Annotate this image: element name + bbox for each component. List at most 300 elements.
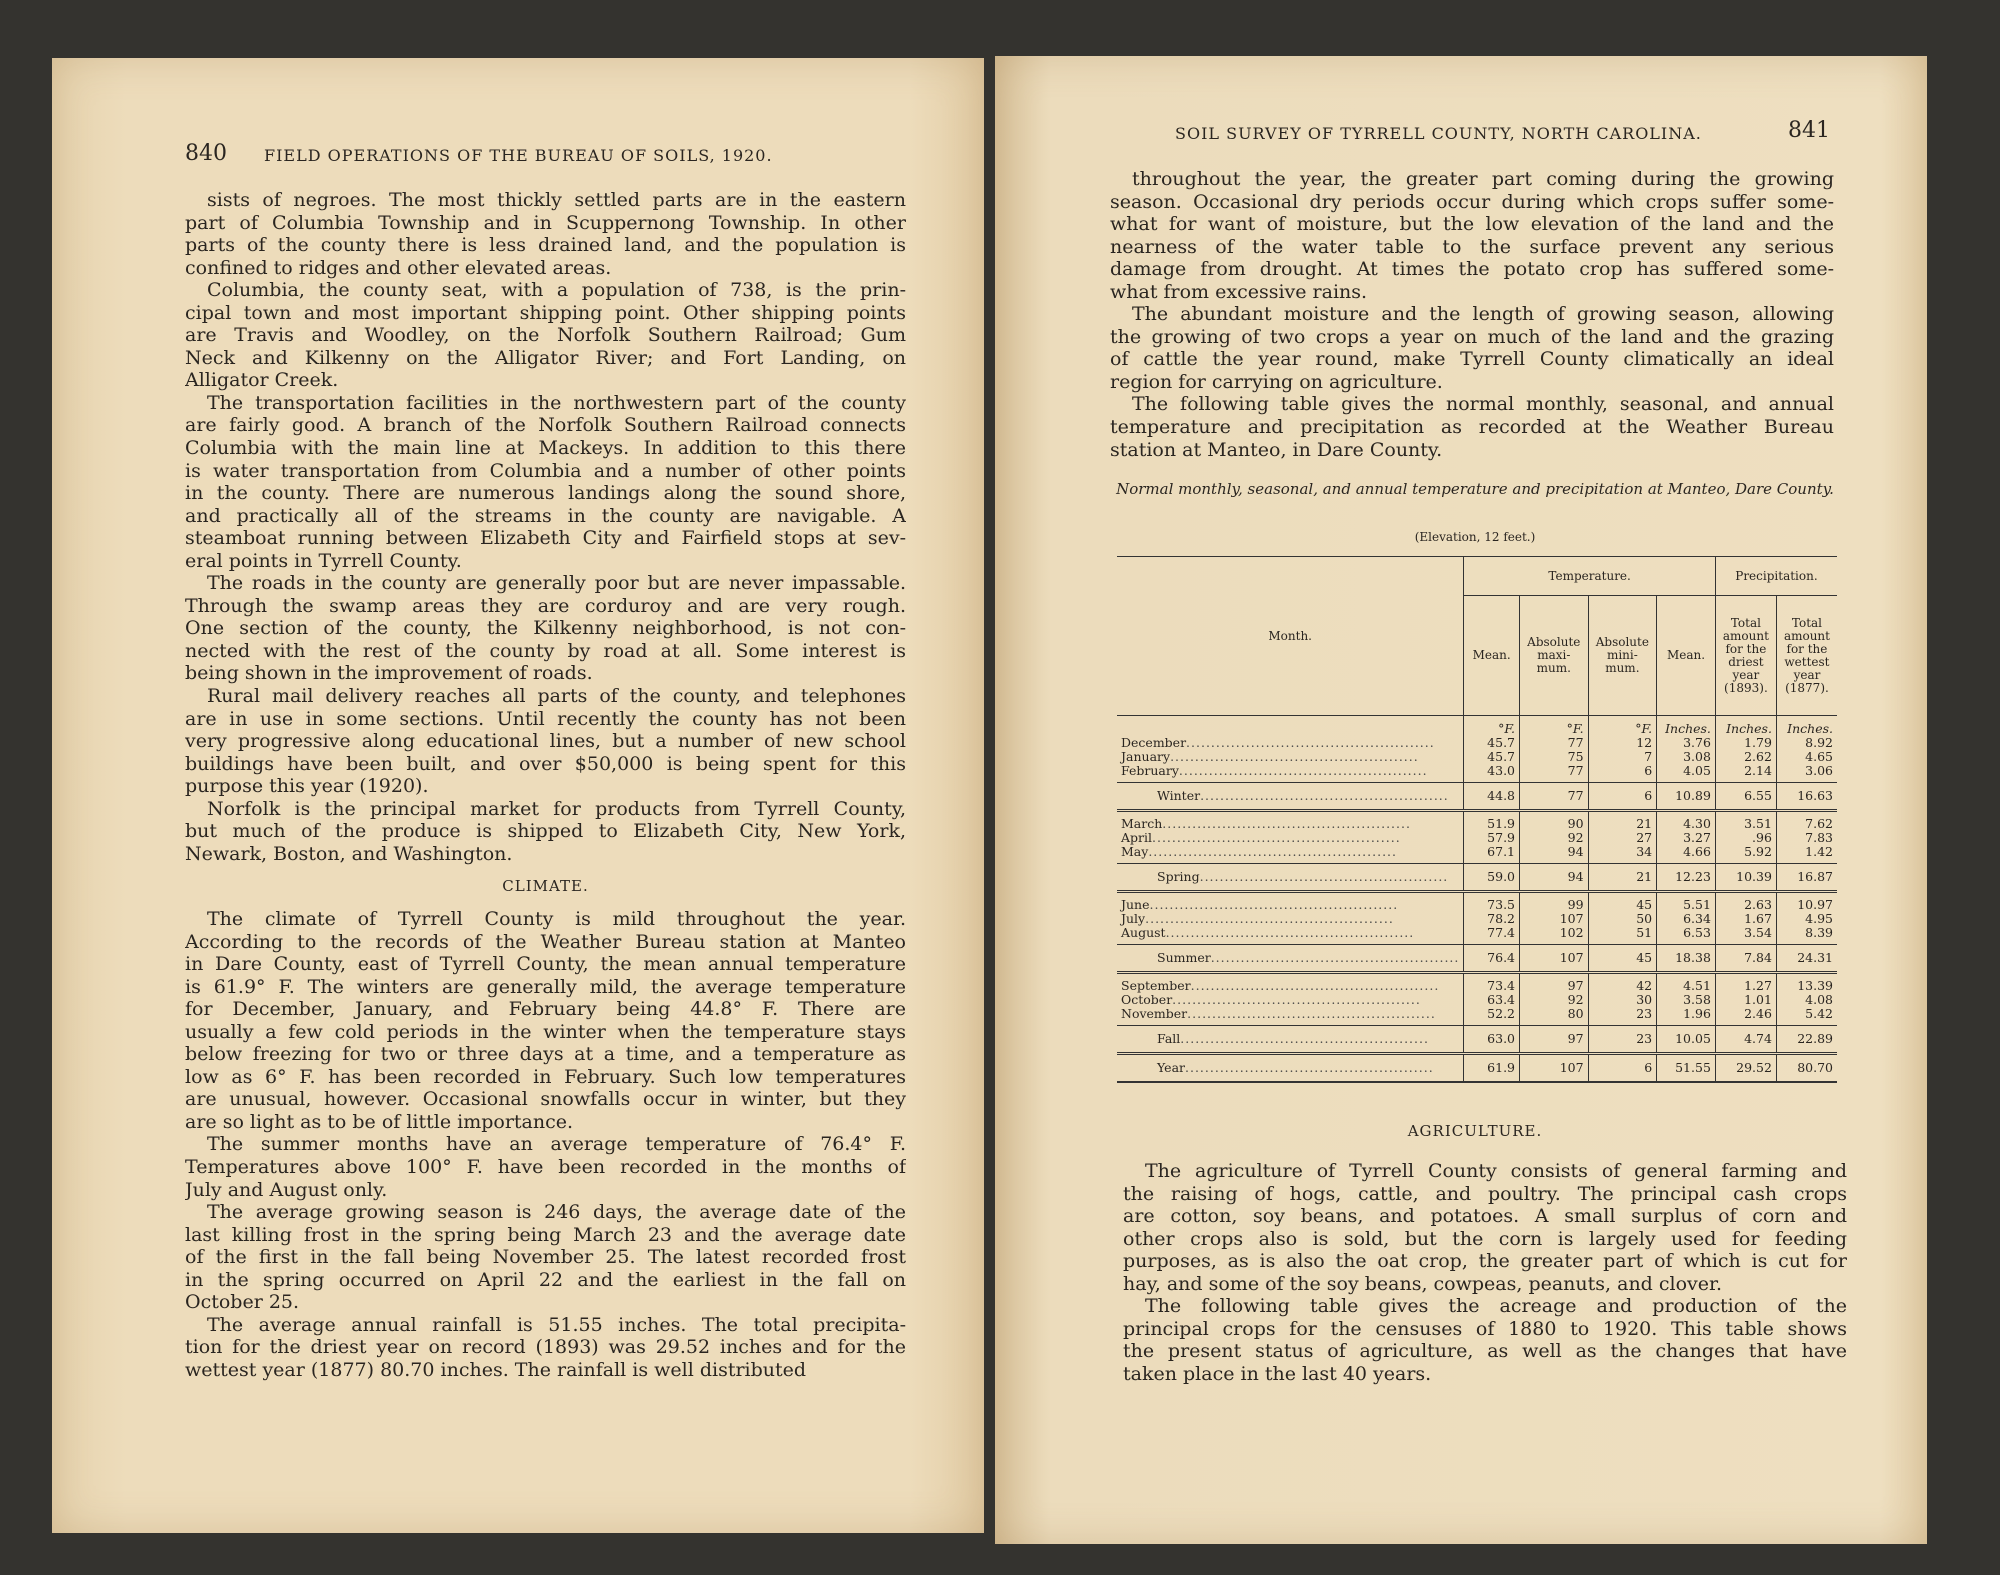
value-cell-text: 107 [1559,950,1584,965]
leader-dots: .................................................. [1180,1031,1429,1046]
value-cell-text: 2.62 [1744,749,1772,764]
table-row [1117,736,1837,750]
climate-table [1117,556,1837,1083]
text-line: parts of the county there is less drained land, and the population is [185,234,906,257]
value-cell-text: 7.62 [1805,816,1833,831]
value-cell [1657,864,1716,892]
season-label [1117,945,1464,973]
text-line: cipal town and most important shipping point. Other shipping points [185,301,906,324]
value-cell-text: 7 [1644,749,1653,764]
text-line: the present status of agriculture, as well as the changes that have [1123,1340,1847,1363]
season-label-text: Summer [1157,950,1211,965]
paragraphs-after [185,908,906,1381]
value-cell [1520,845,1589,864]
value-cell-text: 67.1 [1487,844,1516,859]
unit-label [1588,716,1657,737]
text-line: Columbia, the county seat, with a population of 738, is the prin- [207,279,906,302]
col-header-abs-min: Absolute mini- mum. [1588,596,1657,716]
year-row [1117,1054,1837,1083]
table-body [1117,716,1837,1083]
value-cell-text: 16.63 [1797,788,1833,803]
value-cell-text: 2.14 [1744,763,1772,778]
value-cell [1776,845,1837,864]
unit-label [1464,716,1520,737]
year-label [1117,1054,1464,1083]
month-label-text: May [1121,845,1149,859]
value-cell [1776,811,1837,832]
month-label-text: December [1121,736,1187,750]
text-line: the growing of two crops a year on much of the land and the grazing [1110,325,1834,348]
value-cell [1776,783,1837,811]
value-cell-text: 1.42 [1805,844,1833,859]
value-cell-text: 8.92 [1805,735,1833,750]
value-cell-text: 94 [1567,844,1584,859]
value-cell-text: 3.58 [1683,992,1711,1007]
text-line: are in use in some sections. Until recently the county has not been [185,707,906,730]
leader-dots: .................................................. [1148,845,1397,859]
season-row [1117,945,1837,973]
value-cell [1715,993,1776,1007]
text-line: of the first in the fall being November 25. The latest recorded frost [185,1246,906,1269]
value-cell [1588,993,1657,1007]
value-cell [1588,750,1657,764]
season-label [1117,783,1464,811]
value-cell-text: 90 [1567,816,1584,831]
left-page [52,58,984,1533]
paragraphs-after [1123,1160,1847,1385]
text-line: low as 6° F. has been recorded in February. Such low temperatures [185,1065,906,1088]
value-cell [1464,811,1520,832]
value-cell-text: 51.9 [1487,816,1516,831]
text-line: wettest year (1877) 80.70 inches. The rainfall is well distributed [185,1358,807,1381]
body-text [185,189,906,1381]
value-cell-text: 77 [1567,763,1584,778]
body-text-bottom [1123,1160,1847,1385]
value-cell [1657,926,1716,945]
table-row [1117,892,1837,913]
unit-label-text: Inches. [1787,721,1833,736]
text-line: very progressive along educational lines, but a number of new school [185,730,906,753]
unit-label-text: °F. [1635,721,1653,736]
value-cell-text: 16.87 [1797,869,1833,884]
season-label [1117,1026,1464,1054]
value-cell-text: 4.66 [1683,844,1711,859]
value-cell-text: 3.08 [1683,749,1711,764]
text-line: Norfolk is the principal market for products from Tyrrell County, [207,797,906,820]
text-line: The following table gives the normal monthly, seasonal, and annual [1132,393,1834,416]
value-cell-text: 51.55 [1675,1060,1711,1075]
value-cell-text: 99 [1567,897,1584,912]
value-cell [1588,811,1657,832]
value-cell [1464,764,1520,783]
value-cell [1588,973,1657,994]
value-cell [1464,1007,1520,1026]
value-cell [1520,1007,1589,1026]
text-line: are fairly good. A branch of the Norfolk Southern Railroad connects [185,414,906,437]
value-cell [1715,736,1776,750]
text-line: principal crops for the censuses of 1880 to 1920. This table shows [1123,1317,1847,1340]
month-label-text: April [1121,831,1152,845]
value-cell-text: 4.30 [1683,816,1711,831]
text-line: but much of the produce is shipped to Elizabeth City, New York, [185,820,906,843]
leader-dots: .................................................. [1172,993,1421,1007]
value-cell [1715,1007,1776,1026]
value-cell [1657,912,1716,926]
text-line: Newark, Boston, and Washington. [185,842,513,865]
value-cell-text: 94 [1567,869,1584,884]
value-cell-text: 92 [1567,992,1584,1007]
value-cell [1588,1007,1657,1026]
leader-dots: .................................................. [1178,764,1428,778]
unit-label [1776,716,1837,737]
table-row [1117,811,1837,832]
value-cell-text: 77 [1567,735,1584,750]
month-label [1117,973,1464,994]
leader-dots: .................................................. [1145,912,1394,926]
table-row [1117,1007,1837,1026]
value-cell-text: 1.67 [1744,911,1772,926]
season-label-text: Winter [1157,788,1201,803]
running-head: FIELD OPERATIONS OF THE BUREAU OF SOILS, 1920. [264,146,773,165]
value-cell [1776,973,1837,994]
text-line: The agriculture of Tyrrell County consists of general farming and [1145,1160,1847,1182]
text-line: The climate of Tyrrell County is mild throughout the year. [207,907,906,930]
month-label [1117,764,1464,783]
value-cell [1715,973,1776,994]
year-label-text: Year [1157,1060,1185,1075]
value-cell-text: 29.52 [1736,1060,1772,1075]
value-cell [1520,736,1589,750]
value-cell [1520,945,1589,973]
month-label-text: July [1121,912,1146,926]
text-line: are Travis and Woodley, on the Norfolk Southern Railroad; Gum [185,324,906,347]
value-cell-text: 1.27 [1744,978,1772,993]
value-cell-text: 102 [1559,925,1584,940]
text-line: is 61.9° F. The winters are generally mild, the average temperature [185,975,906,998]
value-cell-text: 4.51 [1683,978,1711,993]
month-label-text: February [1121,764,1179,778]
leader-dots: .................................................. [1186,736,1435,750]
text-line: below freezing for two or three days at a time, and a temperature as [185,1043,906,1066]
text-line: are unusual, however. Occasional snowfalls occur in winter, but they [185,1088,906,1111]
leader-dots: .................................................. [1149,897,1399,912]
value-cell [1588,845,1657,864]
value-cell [1776,1054,1837,1083]
value-cell [1464,1026,1520,1054]
value-cell [1715,864,1776,892]
month-label [1117,912,1464,926]
value-cell [1776,831,1837,845]
text-line: July and August only. [185,1178,388,1201]
month-label [1117,926,1464,945]
value-cell [1520,993,1589,1007]
table-caption: Normal monthly, seasonal, and annual temperature and precipitation at Manteo, Dare County. [1116,480,1834,498]
text-line: nected with the rest of the county by road at all. Some interest is [185,639,906,662]
col-header-month: Month. [1117,557,1464,716]
text-line: eral points in Tyrrell County. [185,549,462,572]
value-cell-text: 23 [1636,1006,1653,1021]
unit-label-text: Inches. [1726,721,1772,736]
value-cell-text: 10.97 [1797,897,1833,912]
unit-label-text: °F. [1566,721,1584,736]
section-heading-agriculture: AGRICULTURE. [1407,1122,1543,1140]
value-cell-text: 57.9 [1487,830,1516,845]
value-cell-text: 27 [1636,830,1653,845]
month-label [1117,831,1464,845]
text-line: part of Columbia Township and in Scuppernong Township. In other [185,211,906,234]
value-cell-text: 59.0 [1487,869,1516,884]
value-cell-text: 8.39 [1805,925,1833,940]
value-cell-text: 34 [1636,844,1653,859]
value-cell [1588,783,1657,811]
text-line: are so light as to be of little importance. [185,1110,574,1133]
value-cell [1588,945,1657,973]
value-cell [1715,750,1776,764]
text-line: The average growing season is 246 days, the average date of the [207,1201,906,1224]
month-label-text: June [1121,897,1150,912]
value-cell [1715,845,1776,864]
text-line: According to the records of the Weather Bureau station at Manteo [185,930,906,953]
table-row [1117,993,1837,1007]
value-cell [1588,764,1657,783]
season-label [1117,864,1464,892]
value-cell-text: 5.42 [1805,1006,1833,1021]
text-line: One section of the county, the Kilkenny neighborhood, is not con- [185,617,906,640]
value-cell-text: 6 [1644,788,1653,803]
month-label [1117,750,1464,764]
value-cell [1657,811,1716,832]
value-cell-text: 24.31 [1797,950,1833,965]
right-page [995,56,1927,1544]
value-cell-text: 61.9 [1487,1060,1516,1075]
value-cell-text: 63.4 [1487,992,1516,1007]
text-line: usually a few cold periods in the winter when the temperature stays [185,1020,906,1043]
value-cell-text: 97 [1567,978,1584,993]
text-line: Rural mail delivery reaches all parts of the county, and telephones [207,685,906,708]
value-cell [1464,993,1520,1007]
value-cell [1520,831,1589,845]
value-cell-text: 1.96 [1683,1006,1711,1021]
unit-label-text: °F. [1498,721,1516,736]
value-cell [1715,783,1776,811]
value-cell [1715,1026,1776,1054]
section-heading-climate: CLIMATE. [502,877,589,896]
value-cell [1520,926,1589,945]
value-cell-text: 10.89 [1675,788,1711,803]
text-line: nearness of the water table to the surface prevent any serious [1110,235,1834,258]
value-cell [1588,1054,1657,1083]
text-line: buildings have been built, and over $50,000 is being spent for this [185,752,906,775]
value-cell-text: 21 [1636,816,1653,831]
value-cell-text: 6 [1644,1060,1653,1075]
month-label-text: November [1121,1007,1188,1021]
text-line: in the spring occurred on April 22 and the earliest in the fall on [185,1268,906,1291]
value-cell-text: 107 [1559,1060,1584,1075]
value-cell [1715,926,1776,945]
unit-label [1715,716,1776,737]
leader-dots: .................................................. [1200,788,1449,803]
value-cell [1657,1054,1716,1083]
value-cell [1776,892,1837,913]
value-cell [1657,831,1716,845]
value-cell-text: 10.05 [1675,1031,1711,1046]
month-label [1117,845,1464,864]
col-header-abs-max: Absolute maxi- mum. [1520,596,1589,716]
value-cell [1657,1026,1716,1054]
value-cell [1520,912,1589,926]
value-cell-text: 52.2 [1487,1006,1516,1021]
value-cell-text: 4.74 [1744,1031,1772,1046]
value-cell-text: .96 [1752,830,1772,845]
text-line: is water transportation from Columbia and a number of other points [185,459,906,482]
value-cell-text: 92 [1567,830,1584,845]
value-cell [1715,811,1776,832]
group-header-precipitation: Precipitation. [1715,557,1837,596]
text-line: taken place in the last 40 years. [1123,1362,1432,1385]
value-cell-text: 3.27 [1683,830,1711,845]
month-label-text: August [1121,926,1166,940]
value-cell-text: 73.5 [1487,897,1516,912]
value-cell-text: 4.65 [1805,749,1833,764]
value-cell [1464,831,1520,845]
value-cell-text: 50 [1636,911,1653,926]
text-line: of cattle the year round, make Tyrrell County climatically an ideal [1110,348,1834,371]
text-line: station at Manteo, in Dare County. [1110,438,1443,461]
value-cell-text: 107 [1559,911,1584,926]
value-cell-text: 12.23 [1675,869,1711,884]
value-cell-text: 6.34 [1683,911,1711,926]
text-line: tion for the driest year on record (1893) was 29.52 inches and for the [185,1336,906,1359]
value-cell [1657,783,1716,811]
value-cell-text: 44.8 [1487,788,1516,803]
text-line: being shown in the improvement of roads. [185,662,593,685]
table-row [1117,926,1837,945]
value-cell [1464,892,1520,913]
text-line: The summer months have an average temperature of 76.4° F. [207,1133,906,1156]
value-cell [1588,864,1657,892]
value-cell-text: 42 [1636,978,1653,993]
value-cell-text: 4.05 [1683,763,1711,778]
value-cell [1657,750,1716,764]
text-line: last killing frost in the spring being March 23 and the average date [185,1223,906,1246]
value-cell-text: 7.83 [1805,830,1833,845]
value-cell [1520,811,1589,832]
text-line: Neck and Kilkenny on the Alligator River; and Fort Landing, on [185,346,906,369]
text-line: The transportation facilities in the northwestern part of the county [207,391,906,414]
value-cell-text: 77.4 [1487,925,1516,940]
value-cell-text: 13.39 [1797,978,1833,993]
text-line: Temperatures above 100° F. have been recorded in the months of [185,1155,906,1178]
value-cell [1715,764,1776,783]
value-cell [1588,926,1657,945]
value-cell [1464,845,1520,864]
text-line: are cotton, soy beans, and potatoes. A small surplus of corn and [1123,1205,1847,1228]
value-cell [1657,1007,1716,1026]
text-line: temperature and precipitation as recorded at the Weather Bureau [1110,416,1834,439]
col-header-driest: Total amount for the driest year (1893). [1715,596,1776,716]
text-line: in the county. There are numerous landings along the sound shore, [185,482,906,505]
value-cell-text: 3.54 [1744,925,1772,940]
unit-label [1520,716,1589,737]
leader-dots: .................................................. [1170,750,1419,764]
value-cell-text: 6.55 [1744,788,1772,803]
value-cell [1776,750,1837,764]
value-cell [1776,1026,1837,1054]
value-cell [1657,973,1716,994]
value-cell [1464,912,1520,926]
value-cell [1776,993,1837,1007]
value-cell [1657,736,1716,750]
text-line: throughout the year, the greater part coming during the growing [1132,168,1834,190]
page-number: 841 [1788,118,1830,143]
value-cell-text: 21 [1636,869,1653,884]
value-cell-text: 45.7 [1487,749,1516,764]
value-cell [1776,736,1837,750]
value-cell [1464,736,1520,750]
value-cell-text: 30 [1636,992,1653,1007]
text-line: purpose this year (1920). [185,775,429,798]
value-cell [1520,892,1589,913]
value-cell-text: 45.7 [1487,735,1516,750]
page-number: 840 [185,141,227,166]
text-line: The average annual rainfall is 51.55 inches. The total precipita- [207,1313,906,1336]
text-line: for December, January, and February being 44.8° F. There are [185,998,906,1021]
value-cell-text: 80.70 [1797,1060,1833,1075]
text-line: damage from drought. At times the potato crop has suffered some- [1110,258,1834,281]
value-cell [1464,926,1520,945]
value-cell-text: 1.01 [1744,992,1772,1007]
value-cell [1715,831,1776,845]
value-cell [1520,783,1589,811]
value-cell [1464,973,1520,994]
text-line: Alligator Creek. [185,369,339,392]
value-cell-text: 73.4 [1487,978,1516,993]
month-label-text: September [1121,978,1191,993]
value-cell [1588,736,1657,750]
text-line: steamboat running between Elizabeth City and Fairfield stops at sev- [185,527,906,550]
text-line: what for want of moisture, but the low elevation of the land and the [1110,213,1834,236]
leader-dots: .................................................. [1210,950,1460,965]
value-cell-text: 5.51 [1683,897,1711,912]
value-cell-text: 7.84 [1744,950,1772,965]
value-cell-text: 2.63 [1744,897,1772,912]
empty-cell [1117,716,1464,737]
value-cell [1464,750,1520,764]
season-row [1117,783,1837,811]
value-cell-text: 1.79 [1744,735,1772,750]
text-line: other crops also is sold, but the corn is largely used for feeding [1123,1227,1847,1250]
table-row [1117,973,1837,994]
leader-dots: .................................................. [1162,816,1411,831]
value-cell [1520,1054,1589,1083]
month-label [1117,811,1464,832]
text-line: season. Occasional dry periods occur during which crops suffer some- [1110,190,1834,213]
value-cell-text: 5.92 [1744,844,1772,859]
value-cell [1776,945,1837,973]
text-line: The roads in the county are generally poor but are never impassable. [207,572,906,595]
leader-dots: .................................................. [1152,831,1401,845]
month-label-text: October [1121,993,1173,1007]
month-label [1117,736,1464,750]
body-text-top [1110,168,1834,461]
value-cell [1715,912,1776,926]
unit-label [1657,716,1716,737]
text-line: Through the swamp areas they are corduroy and are very rough. [185,594,906,617]
value-cell-text: 23 [1636,1031,1653,1046]
units-row [1117,716,1837,737]
text-line: hay, and some of the soy beans, cowpeas, peanuts, and clover. [1123,1272,1723,1295]
value-cell-text: 4.08 [1805,992,1833,1007]
